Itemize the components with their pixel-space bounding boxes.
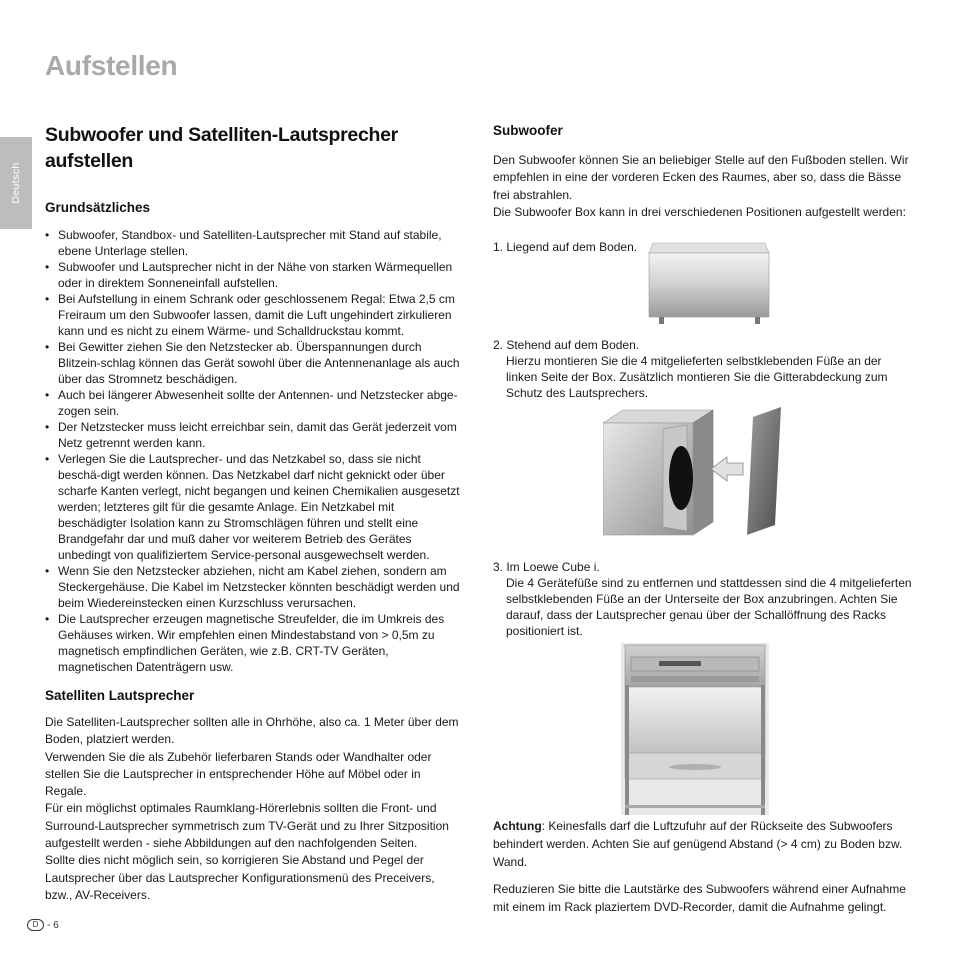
heading-subwoofer: Subwoofer <box>493 123 563 138</box>
bullet-item: • Subwoofer, Standbox- und Satelliten-Lautsprecher mit Stand auf stabile, ebene Unterlage stellen. <box>45 227 463 259</box>
heading-grundsaetzliches: Grundsätzliches <box>45 200 151 215</box>
subwoofer-intro-positions: Die Subwoofer Box kann in drei verschiedenen Positionen aufgestellt werden: <box>493 204 906 219</box>
paragraph: Sollte dies nicht möglich sein, so korrigieren Sie Abstand und Pegel der Lautsprecher über das Lautsprecher Konfigurationsmenü des Preceivers, bzw., AV-Receivers. <box>45 853 435 902</box>
section-title-line1: Subwoofer und Satelliten-Lautsprecher <box>45 124 398 146</box>
paragraph: Die Satelliten-Lautsprecher sollten alle in Ohrhöhe, also ca. 1 Meter über dem Boden, platziert werden. <box>45 715 459 747</box>
paragraph: Für ein möglichst optimales Raumklang-Hörerlebnis sollten die Front- und Surround-Lautsprecher symmetrisch zum TV-Gerät und zu Ihrer Sitzposition aufgestellt werden - siehe Abbildungen auf den nachfolgenden Seiten. <box>45 801 449 851</box>
page-title: Aufstellen <box>45 50 178 81</box>
step-1 <box>493 239 913 327</box>
step-3 <box>493 559 913 815</box>
bullet-item: • Die Lautsprecher erzeugen magnetische Streufelder, die im Umkreis des Gehäuses wirken. Wir empfehlen einen Mindestabstand von > 0,5m zu magnetisch empfindlichen Geräten, wie z.B. CRT-TV Geräten, magnetischen Datenträgern usw. <box>45 611 463 675</box>
right-column <box>493 122 913 916</box>
bullet-item: • Auch bei längerer Abwesenheit sollte der Antennen- und Netzstecker abge-zogen sein. <box>45 387 463 419</box>
subwoofer-lying-illustration <box>645 241 773 327</box>
step-3-detail: Die 4 Gerätefüße sind zu entfernen und stattdessen sind die 4 mitgelieferten selbstklebenden Füße an der Unterseite der Box anzubringen. Achten Sie darauf, dass der Lautsprecher genau über der Schallöffnung des Racks positioniert ist. <box>506 576 912 639</box>
bullet-item: • Subwoofer und Lautsprecher nicht in der Nähe von starken Wärmequellen oder in direktem Sonneneinfall aufstellen. <box>45 259 463 291</box>
safety-bullet-list <box>45 227 463 675</box>
loewe-cube-rack-illustration <box>621 643 769 815</box>
bullet-item: • Der Netzstecker muss leicht erreichbar sein, damit das Gerät jederzeit vom Netz getrennt werden kann. <box>45 419 463 451</box>
warning-paragraph <box>493 817 913 871</box>
step-2 <box>493 337 913 547</box>
section-title <box>45 122 463 174</box>
language-tab-label: Deutsch <box>10 162 22 204</box>
warning-label: Achtung <box>493 819 542 834</box>
bullet-item: • Wenn Sie den Netzstecker abziehen, nicht am Kabel ziehen, sondern am Steckergehäuse. Die Kabel im Netzstecker könnten beschädigt werden und beim Wiedereinstecken einen Kurzschluss verursachen. <box>45 563 463 611</box>
satelliten-text <box>45 714 463 904</box>
subwoofer-intro: Den Subwoofer können Sie an beliebiger Stelle auf den Fußboden stellen. Wir empfehlen in eine der vorderen Ecken des Raumes, aber so, dass die Bässe frei abstrahlen. <box>493 153 909 202</box>
bullet-item: • Bei Gewitter ziehen Sie den Netzstecker ab. Überspannungen durch Blitzein-schlag können das Gerät sowohl über die Antennenanlage als auch über das Stromnetz beschädigen. <box>45 339 463 387</box>
language-badge: D <box>27 919 44 931</box>
page-number-text: - 6 <box>47 919 59 931</box>
section-title-line2: aufstellen <box>45 150 134 172</box>
step-2-label: 2. Stehend auf dem Boden. <box>493 338 640 353</box>
step-2-detail: Hierzu montieren Sie die 4 mitgelieferten selbstklebenden Füße an der linken Seite der Box. Zusätzlich montieren Sie die Gitterabdeckung zum Schutz des Lautsprechers. <box>506 354 888 401</box>
closing-paragraph: Reduzieren Sie bitte die Lautstärke des Subwoofers während einer Aufnahme mit einem im Rack plaziertem DVD-Recorder, damit die Aufnahme gelingt. <box>493 882 906 914</box>
heading-satelliten: Satelliten Lautsprecher <box>45 688 195 703</box>
page-number <box>27 919 59 931</box>
bullet-item: • Verlegen Sie die Lautsprecher- und das Netzkabel so, dass sie nicht beschä-digt werden können. Das Netzkabel darf nicht geknickt oder über scharfe Kanten verlegt, nicht begangen und keinen Chemikalien ausgesetzt werden; letzteres gilt für die gesamte Anlage. Ein Netzkabel mit beschädigter Isolation kann zu Stromschlägen führen und stellt eine Brandgefahr dar und muß daher vor weiterem Betrieb des Gerätes unbedingt von qualifiziertem Service-personal ausgewechselt werden. <box>45 451 463 563</box>
language-tab <box>0 137 32 229</box>
bullet-item: • Bei Aufstellung in einem Schrank oder geschlossenem Regal: Etwa 2,5 cm Freiraum um den Subwoofer lassen, damit die Luft ungehindert zirkulieren kann und es nicht zu einem Wärme- und Schalldruckstau kommt. <box>45 291 463 339</box>
left-column <box>45 122 463 904</box>
step-1-label: 1. Liegend auf dem Boden. <box>493 240 638 255</box>
warning-text: : Keinesfalls darf die Luftzufuhr auf der Rückseite des Subwoofers behindert werden. Achten Sie auf genügend Abstand (> 4 cm) zu Boden bzw. Wand. <box>493 819 903 870</box>
subwoofer-standing-illustration <box>603 407 803 547</box>
step-3-label: 3. Im Loewe Cube i. <box>493 560 600 575</box>
paragraph: Verwenden Sie die als Zubehör lieferbaren Stands oder Wandhalter oder stellen Sie die Lautsprecher in entsprechender Höhe auf Möbel oder in Regale. <box>45 749 432 799</box>
